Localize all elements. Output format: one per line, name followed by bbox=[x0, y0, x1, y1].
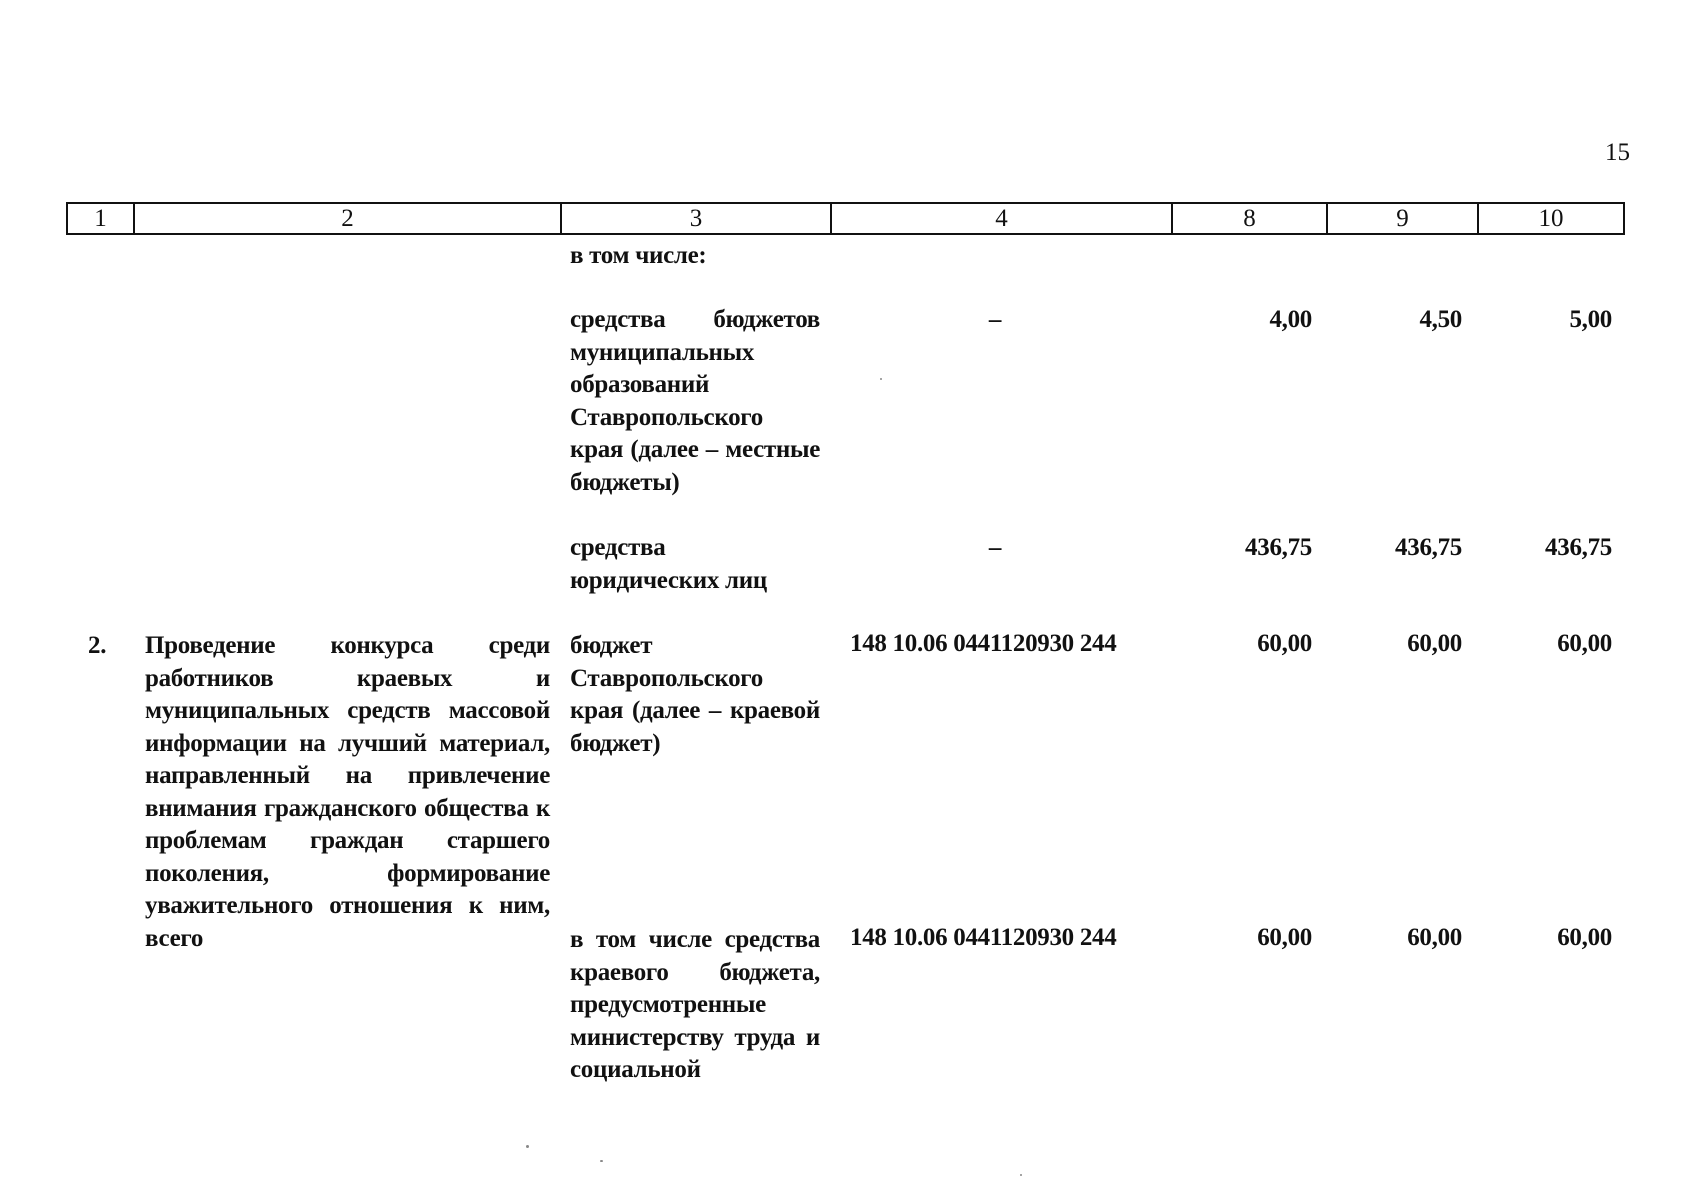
header-col-10: 10 bbox=[1478, 203, 1624, 234]
header-col-3: 3 bbox=[561, 203, 831, 234]
scan-speck bbox=[526, 1145, 529, 1148]
funding-source: средства бюджетов муниципальных образований Ставропольского края (далее – местные бюджеты) bbox=[570, 306, 820, 496]
scan-speck bbox=[600, 1160, 603, 1162]
value-col-9: 4,50 bbox=[1419, 306, 1462, 333]
header-col-4: 4 bbox=[831, 203, 1172, 234]
value-col-9: 436,75 bbox=[1395, 534, 1462, 561]
budget-code: 148 10.06 0441120930 244 bbox=[850, 630, 1117, 657]
table-header bbox=[66, 202, 1625, 235]
funding-source: в том числе средства краевого бюджета, предусмотренные министерству труда и социальной bbox=[570, 926, 820, 1083]
page-number: 15 bbox=[1605, 139, 1630, 166]
source-label: в том числе: bbox=[570, 242, 707, 269]
item-number: 2. bbox=[88, 632, 107, 659]
value-col-8: 436,75 bbox=[1245, 534, 1312, 561]
value-col-9: 60,00 bbox=[1407, 924, 1462, 951]
header-col-9: 9 bbox=[1327, 203, 1478, 234]
value-col-10: 5,00 bbox=[1569, 306, 1612, 333]
value-col-8: 60,00 bbox=[1257, 630, 1312, 657]
header-col-2: 2 bbox=[134, 203, 561, 234]
value-col-10: 60,00 bbox=[1557, 924, 1612, 951]
funding-source: бюджет Ставропольского края (далее – краевой бюджет) bbox=[570, 632, 820, 757]
value-col-10: 436,75 bbox=[1545, 534, 1612, 561]
header-col-1: 1 bbox=[67, 203, 134, 234]
scan-speck bbox=[1020, 1174, 1022, 1176]
value-col-10: 60,00 bbox=[1557, 630, 1612, 657]
item-description: Проведение конкурса среди работников краевых и муниципальных средств массовой информации на лучший материал, направленный на привлечение внимания гражданского общества к проблемам граждан старшего поколения, формирование уважительного отношения к ним, всего bbox=[145, 632, 550, 952]
value-col-8: 60,00 bbox=[1257, 924, 1312, 951]
scan-speck bbox=[880, 378, 882, 380]
value-col-9: 60,00 bbox=[1407, 630, 1462, 657]
budget-code: 148 10.06 0441120930 244 bbox=[850, 924, 1117, 951]
budget-code: – bbox=[988, 306, 1002, 333]
value-col-8: 4,00 bbox=[1269, 306, 1312, 333]
funding-source: средства юридических лиц bbox=[570, 534, 767, 594]
header-col-8: 8 bbox=[1172, 203, 1327, 234]
budget-code: – bbox=[988, 534, 1002, 561]
